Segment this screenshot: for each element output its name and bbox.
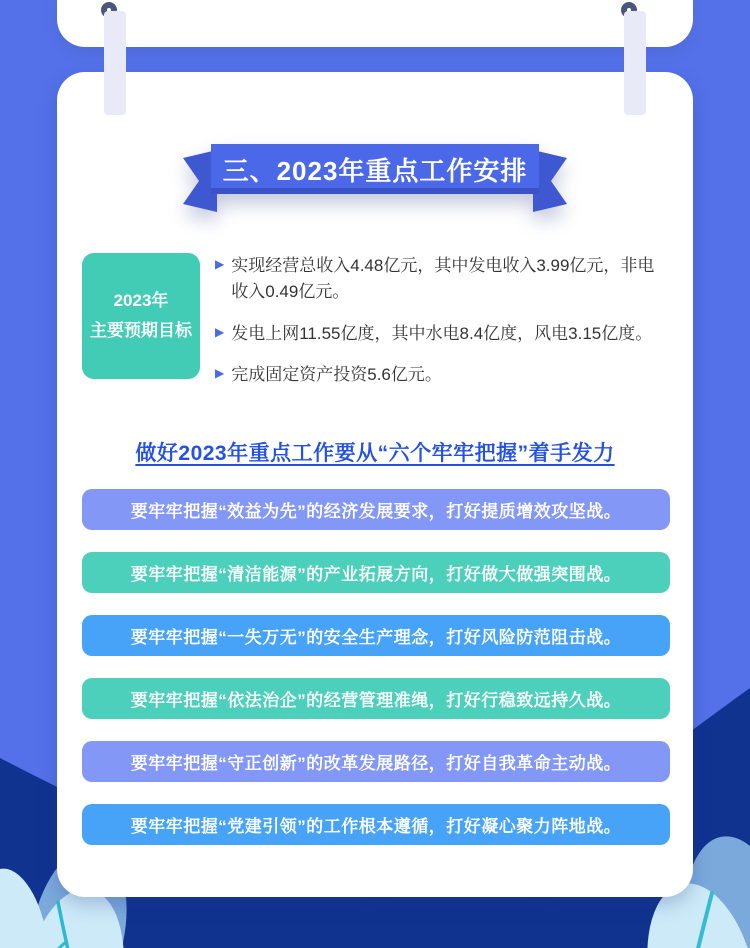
goal-item <box>215 321 670 347</box>
strategy-bar-text: 要牢牢把握“清洁能源”的产业拓展方向，打好做大做强突围战。 <box>130 565 622 584</box>
goal-item <box>215 362 670 388</box>
goals-label-line1: 2023年 <box>113 291 169 311</box>
goals-label-line2: 主要预期目标 <box>90 321 192 340</box>
bullet-arrow-icon: ▶ <box>215 257 225 271</box>
strategy-bar <box>82 678 670 719</box>
strategy-bar <box>82 741 670 782</box>
goal-text: 实现经营总收入4.48亿元，其中发电收入3.99亿元，非电收入0.49亿元。 <box>231 256 655 302</box>
bars-list <box>82 489 670 867</box>
goal-text: 发电上网11.55亿度，其中水电8.4亿度，风电3.15亿度。 <box>231 323 653 343</box>
ribbon-title: 三、2023年重点工作安排 <box>222 155 528 186</box>
strategy-bar <box>82 615 670 656</box>
strategy-bar-text: 要牢牢把握“依法治企”的经营管理准绳，打好行稳致远持久战。 <box>130 691 622 710</box>
strategy-bar-text: 要牢牢把握“守正创新”的改革发展路径，打好自我革命主动战。 <box>130 754 622 773</box>
goals-list <box>215 253 670 403</box>
goals-section <box>82 253 670 403</box>
section-ribbon <box>183 144 567 216</box>
content-card <box>57 72 693 897</box>
strap-right <box>624 11 646 115</box>
section-heading: 做好2023年重点工作要从“六个牢牢把握”着手发力 <box>135 442 615 465</box>
bullet-arrow-icon: ▶ <box>215 366 225 381</box>
strategy-bar-text: 要牢牢把握“效益为先”的经济发展要求，打好提质增效攻坚战。 <box>130 502 622 521</box>
hanging-top-band <box>57 0 693 47</box>
strategy-bar <box>82 552 670 593</box>
goals-label-box <box>82 253 200 379</box>
goal-text: 完成固定资产投资5.6亿元。 <box>231 365 442 385</box>
goal-item <box>215 253 670 306</box>
strategy-bar <box>82 489 670 530</box>
strategy-bar-text: 要牢牢把握“党建引领”的工作根本遵循，打好凝心聚力阵地战。 <box>130 817 622 836</box>
bullet-arrow-icon: ▶ <box>215 324 225 339</box>
strategy-bar <box>82 804 670 845</box>
strategy-bar-text: 要牢牢把握“一失万无”的安全生产理念，打好风险防范阻击战。 <box>130 628 622 647</box>
strap-left <box>104 11 126 115</box>
